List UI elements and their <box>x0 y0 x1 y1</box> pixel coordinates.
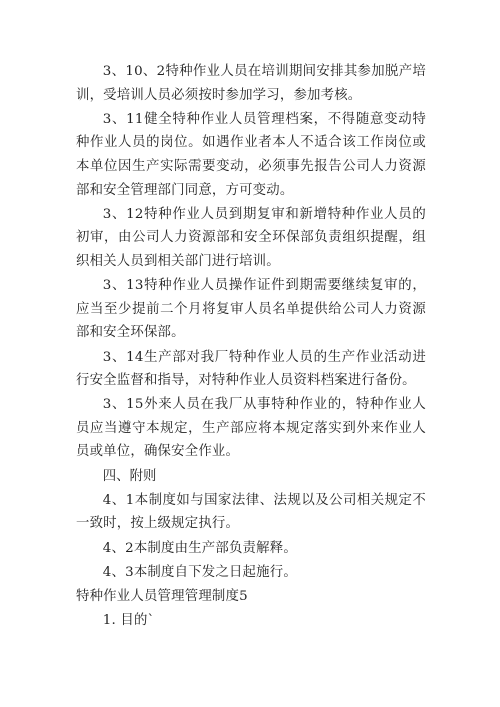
paragraph-4-1: 4、1本制度如与国家法律、法规以及公司相关规定不一致时，按上级规定执行。 <box>76 492 426 532</box>
paragraph-1-purpose: 1. 目的` <box>102 613 155 629</box>
paragraph-3-14: 3、14生产部对我厂特种作业人员的生产作业活动进行安全监督和指导，对特种作业人员资料档案进行备份。 <box>76 349 426 389</box>
document-title-5: 特种作业人员管理管理制度5 <box>76 589 248 604</box>
section-heading-appendix: 四、附则 <box>102 468 157 484</box>
document-body <box>76 60 426 633</box>
paragraph-3-13: 3、13特种作业人员操作证件到期需要继续复审的，应当至少提前二个月将复审人员名单提供给公司人力资源部和安全环保部。 <box>76 278 426 341</box>
paragraph-3-12: 3、12特种作业人员到期复审和新增特种作业人员的初审，由公司人力资源部和安全环保部负责组织提醒，组织相关人员到相关部门进行培训。 <box>76 206 426 269</box>
paragraph-3-15: 3、15外来人员在我厂从事特种作业的，特种作业人员应当遵守本规定，生产部应将本规定落实到外来作业人员或单位，确保安全作业。 <box>76 397 426 460</box>
paragraph-4-3: 4、3本制度自下发之日起施行。 <box>102 564 297 580</box>
paragraph-3-10-2: 3、10、2特种作业人员在培训期间安排其参加脱产培训，受培训人员必须按时参加学习，参加考核。 <box>76 64 426 103</box>
paragraph-4-2: 4、2本制度由生产部负责解释。 <box>102 540 297 556</box>
paragraph-3-11: 3、11健全特种作业人员管理档案，不得随意变动特种作业人员的岗位。如遇作业者本人不适合该工作岗位或本单位因生产实际需要变动，必须事先报告公司人力资源部和安全管理部门同意，方可变动。 <box>76 111 426 198</box>
